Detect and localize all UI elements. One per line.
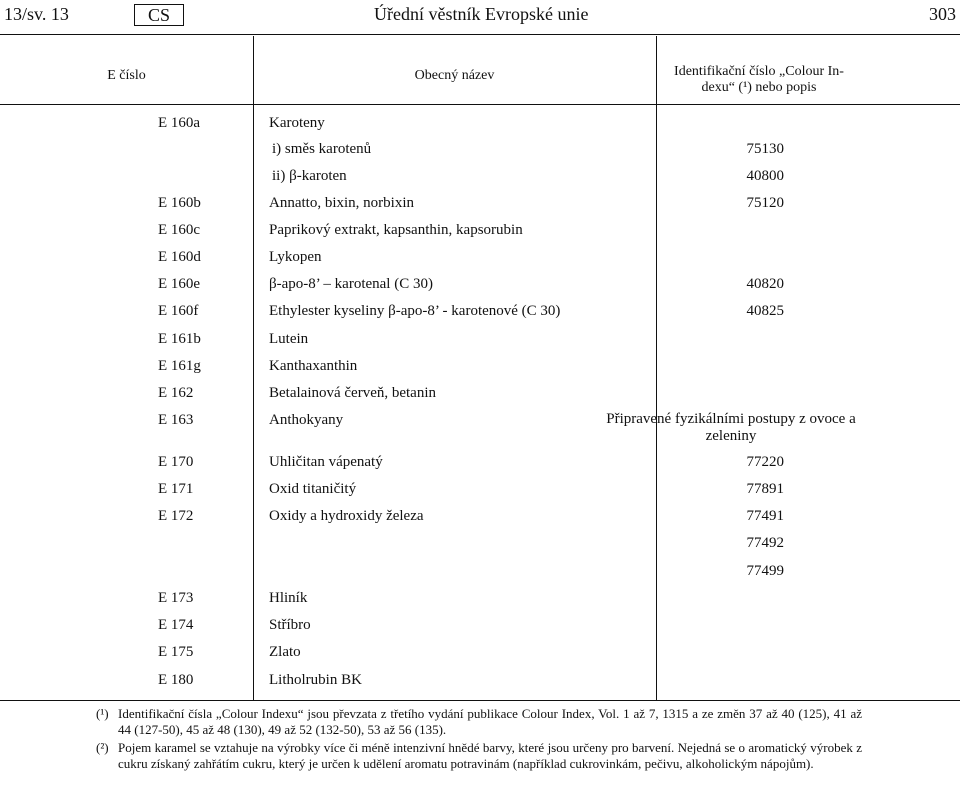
e-number: E 180	[158, 672, 194, 688]
colour-index-id: 77220	[746, 454, 784, 470]
page-number: 303	[929, 4, 956, 24]
table-bottom-rule	[0, 700, 960, 701]
colour-index-id: 75120	[746, 195, 784, 211]
e-number: E 163	[158, 412, 194, 428]
e-number: E 160c	[158, 222, 201, 238]
common-name: Hliník	[269, 590, 308, 606]
common-name: Karoteny	[269, 115, 325, 131]
footnote-mark: (¹)	[96, 706, 109, 721]
common-name: Annatto, bixin, norbixin	[269, 195, 414, 211]
common-name: Oxid titaničitý	[269, 481, 357, 497]
language-box: CS	[134, 4, 184, 26]
colour-index-id: 40820	[746, 276, 784, 292]
e-number: E 173	[158, 590, 194, 606]
column-divider-1	[253, 36, 254, 700]
e-number: E 160f	[158, 303, 199, 319]
colour-index-id: Připravené fyzikálními postupy z ovoce a zeleniny	[606, 411, 856, 444]
footnote-mark: (²)	[96, 740, 109, 755]
colour-table	[0, 36, 960, 700]
common-name: Stříbro	[269, 617, 311, 633]
footnote-text: Identifikační čísla „Colour Indexu“ jsou převzata z třetího vydání publikace Colour Index, Vol. 1 až 7, 1315 a ze změn 37 až 40 (125), 41 až 44 (127-50), 45 až 48 (130), 49 až 52 (132-50), 53 až 56 (135).	[118, 706, 862, 737]
common-name: Anthokyany	[269, 412, 344, 428]
e-number: E 160d	[158, 249, 201, 265]
footnote	[96, 740, 862, 772]
common-name: Paprikový extrakt, kapsanthin, kapsorubin	[269, 222, 523, 238]
journal-title: Úřední věstník Evropské unie	[374, 4, 589, 24]
page-header	[0, 0, 960, 36]
common-name: Lykopen	[269, 249, 322, 265]
e-number: E 160a	[158, 115, 201, 131]
common-name: β-apo-8’ – karotenal (C 30)	[269, 276, 433, 292]
common-name: ii) β-karoten	[272, 168, 347, 184]
table-header-rule	[0, 104, 960, 105]
e-number: E 160e	[158, 276, 201, 292]
common-name: Uhličitan vápenatý	[269, 454, 383, 470]
common-name: Ethylester kyseliny β-apo-8’ - karotenové (C 30)	[269, 303, 561, 319]
column-header-ident: Identifikační číslo „Colour In-dexu“ (¹) nebo popis	[674, 64, 844, 95]
e-number: E 161b	[158, 331, 201, 347]
e-number: E 160b	[158, 195, 201, 211]
common-name: Betalainová červeň, betanin	[269, 385, 437, 401]
e-number: E 171	[158, 481, 194, 497]
colour-index-id: 75130	[746, 141, 784, 157]
column-divider-2	[656, 36, 657, 700]
table-header	[0, 36, 960, 104]
e-number: E 172	[158, 508, 194, 524]
e-number: E 170	[158, 454, 194, 470]
colour-index-id: 77891	[746, 481, 784, 497]
common-name: Oxidy a hydroxidy železa	[269, 508, 424, 524]
common-name: Lutein	[269, 331, 309, 347]
column-header-code: E číslo	[107, 68, 146, 83]
footnotes	[96, 706, 862, 774]
footnote-text: Pojem karamel se vztahuje na výrobky více či méně intenzivní hnědé barvy, které jsou určeny pro barvení. Nejedná se o aromatický výrobek z cukru získaný zahřátím cukru, který je určen k udělení aromatu potravinám (například cukrovinkám, pečivu, alkoholickým nápojům).	[118, 740, 862, 771]
common-name: i) směs karotenů	[272, 141, 372, 157]
colour-index-id: 40825	[746, 303, 784, 319]
volume-label: 13/sv. 13	[4, 4, 69, 24]
e-number: E 175	[158, 644, 194, 660]
e-number: E 162	[158, 385, 194, 401]
colour-index-id: 77499	[746, 563, 784, 579]
common-name: Zlato	[269, 644, 301, 660]
e-number: E 174	[158, 617, 194, 633]
column-header-name: Obecný název	[414, 68, 495, 83]
header-rule	[0, 34, 960, 35]
colour-index-id: 77491	[746, 508, 784, 524]
e-number: E 161g	[158, 358, 201, 374]
colour-index-id: 40800	[746, 168, 784, 184]
footnote	[96, 706, 862, 738]
common-name: Kanthaxanthin	[269, 358, 358, 374]
colour-index-id: 77492	[746, 535, 784, 551]
common-name: Litholrubin BK	[269, 672, 362, 688]
